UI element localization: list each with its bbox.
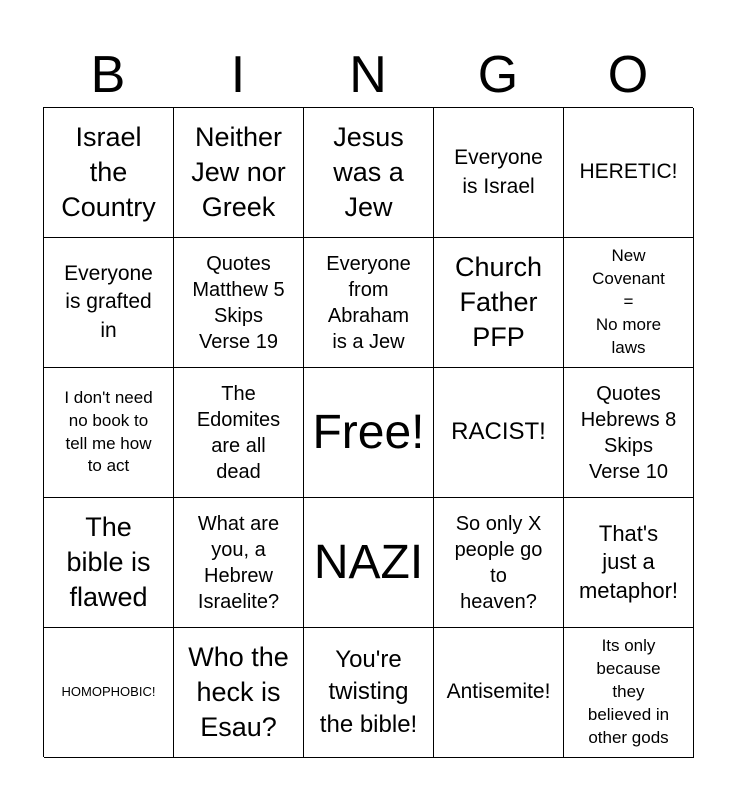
bingo-cell[interactable]: The bible is flawed <box>44 498 174 628</box>
header-letter-b: B <box>90 46 126 104</box>
header-letter-i: I <box>230 46 246 104</box>
header-letter-o: O <box>607 46 649 104</box>
bingo-cell[interactable]: Jesus was a Jew <box>304 108 434 238</box>
bingo-cell[interactable]: Everyone from Abraham is a Jew <box>304 238 434 368</box>
free-space-cell[interactable]: Free! <box>304 368 434 498</box>
bingo-cell[interactable]: HOMOPHOBIC! <box>44 628 174 758</box>
bingo-cell[interactable]: Church Father PFP <box>434 238 564 368</box>
bingo-cell[interactable]: Who the heck is Esau? <box>174 628 304 758</box>
bingo-cell[interactable]: New Covenant = No more laws <box>564 238 694 368</box>
header-letter-g: G <box>477 46 519 104</box>
bingo-cell[interactable]: Quotes Matthew 5 Skips Verse 19 <box>174 238 304 368</box>
bingo-cell[interactable]: So only X people go to heaven? <box>434 498 564 628</box>
bingo-cell[interactable]: What are you, a Hebrew Israelite? <box>174 498 304 628</box>
bingo-cell[interactable]: You're twisting the bible! <box>304 628 434 758</box>
bingo-cell[interactable]: Quotes Hebrews 8 Skips Verse 10 <box>564 368 694 498</box>
bingo-cell[interactable]: Its only because they believed in other gods <box>564 628 694 758</box>
bingo-header <box>43 44 693 106</box>
header-letter-n: N <box>349 46 387 104</box>
bingo-board <box>43 107 693 757</box>
bingo-cell[interactable]: HERETIC! <box>564 108 694 238</box>
bingo-cell[interactable]: NAZI <box>304 498 434 628</box>
bingo-cell[interactable]: The Edomites are all dead <box>174 368 304 498</box>
bingo-cell[interactable]: RACIST! <box>434 368 564 498</box>
bingo-cell[interactable]: I don't need no book to tell me how to act <box>44 368 174 498</box>
bingo-cell[interactable]: Everyone is Israel <box>434 108 564 238</box>
bingo-cell[interactable]: Neither Jew nor Greek <box>174 108 304 238</box>
bingo-cell[interactable]: Everyone is grafted in <box>44 238 174 368</box>
bingo-cell[interactable]: That's just a metaphor! <box>564 498 694 628</box>
bingo-cell[interactable]: Israel the Country <box>44 108 174 238</box>
bingo-cell[interactable]: Antisemite! <box>434 628 564 758</box>
